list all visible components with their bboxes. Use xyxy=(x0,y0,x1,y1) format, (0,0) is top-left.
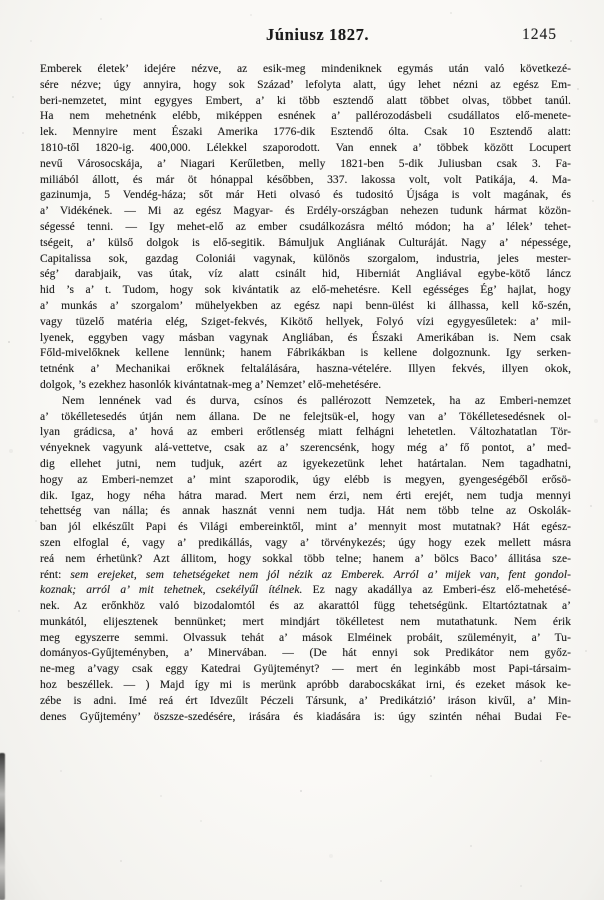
page-number: 1245 xyxy=(522,26,557,43)
text-line: dig ellehet jutni, nem tudjuk, azért az igyekezetünk lehet határtalan. Nem tagadhatni, xyxy=(40,457,571,470)
text-line: Emberek életek’ idejére nézve, az esik-meg mindeniknek egymás után való következé- xyxy=(40,63,571,75)
issue-title: Júniusz 1827. xyxy=(266,25,370,44)
text-line: hogy az Emberi-nemzet a’ mint szaporodik, úgy elébb is megyen, gyengeségéből erősö- xyxy=(40,473,571,486)
body-text xyxy=(40,62,571,725)
text-line: zébe is adni. Imé reá ért Idvezűlt Péczeli Társunk, a’ Predikátzió’ iráson kivűl, a’ Min- xyxy=(40,694,571,707)
text-line: nevű Városocskája, a’ Niagari Kerűletben, melly 1821-ben 5-dik Juliusban csak 3. Fa- xyxy=(40,157,571,170)
text-line: dományos-Gyűjteményben, a’ Minervában. — (De hát ennyi sok Predikátor nem győz- xyxy=(40,647,571,660)
text-line: lek. Mennyire ment Északi Amerika 1776-dik Esztendő ólta. Csak 10 Esztendő alatt: xyxy=(40,126,571,139)
text-line: Főld-mivelőknek kellene lennünk; hanem Fábrikákban is kellene dolgoznunk. Igy serken- xyxy=(40,347,571,360)
text-line: hoz beszéllek. — ) Majd így mi is merünk apróbb darabocskákat irni, és ezeket mások ke- xyxy=(40,679,571,692)
text-line: a’ munkás a’ szorgalom’ mühelyekben az egész napi benn-ülést ki állhassa, kell kő-szén, xyxy=(40,299,571,312)
text-line: a’ tökélletesedés útján nem állana. De ne felejtsük-el, hogy van a’ Tökélletesedésnek ol- xyxy=(40,410,571,423)
text-line: dik. Igaz, hogy néha hátra marad. Mert nem érzi, nem érti erejét, nem tudja mennyi xyxy=(40,489,571,502)
text-line: reá nem érhetünk? Azt állitom, hogy sokkal több telne; hanem a’ bölcs Baco’ állitása sze- xyxy=(40,552,571,565)
text-line: vagy tüzelő matéria elég, Sziget-fekvés, Kikötő hellyek, Folyó vízi egygyesűletek: a’ mil- xyxy=(40,315,571,328)
text-line: miliából állott, és már öt hónappal későbben, 337. lakossa volt, volt Patikája, 4. Ma- xyxy=(40,173,571,186)
binding-smudge-artifact xyxy=(0,753,5,900)
text-line: szen elfoglal é, vagy a’ predikállás, vagy a’ törvénykezés; úgy hogy ezek mellett másra xyxy=(40,536,571,549)
text-line: denes Gyűjtemény’ öszsze-szedésére, irására és kiadására is: úgy szintén néhai Budai Fe- xyxy=(40,710,571,723)
text-line: meg egyszerre semmi. Olvassuk tehát a’ mások Elméinek probáit, szüleményit, a’ Tu- xyxy=(40,631,571,644)
text-line: hid ’s a’ t. Tudom, hogy sok kivántatik az elő-mehetésre. Kell egésséges Ég’ hajlat, hogy xyxy=(40,284,571,297)
text-line: ség’ darabjaik, vas útak, víz alatt csinált hid, Hiberniát Angliával egybe-kötő láncz xyxy=(40,268,571,281)
text-line xyxy=(40,568,571,584)
text-line: ban jól elkészűlt Papi és Világi embereinktől, mint a’ mennyit most mutatnak? Hát egész- xyxy=(40,521,571,534)
text-line: tetnénk a’ Mechanikai erőknek feltalálására, haszna-vételére. Illyen fekvés, illyen okok, xyxy=(40,363,571,376)
text-line: lyan grádicsa, a’ hová az emberi erőtlenség miatt felhágni lehetetlen. Változhatatlan Tör- xyxy=(40,426,571,439)
italic-text-segment: koznak; arról a’ mit tehetnek, csekélyűl ítélnek. xyxy=(40,584,303,597)
text-line: sére nézve; úgy annyira, hogy sok Század’ lefolyta alatt, úgy lehet nézni az egész Em- xyxy=(40,78,571,91)
text-line: lyenek, eggyben vagy másban vagynak Angliában, és Északi Amerikában is. Nem csak xyxy=(40,331,571,344)
text-line: tehettség van nálla; és annak hasznát venni nem tudja. Hát nem több telne az Oskolák- xyxy=(40,505,571,518)
page-header xyxy=(0,0,604,56)
text-segment: Ez nagy akadállya az Emberi-ész elő-mehetésé- xyxy=(302,584,571,597)
text-line: nek. Az erőnkhöz való bizodalomtól és az akarattól függ tehetségünk. Eltartóztatnak a’ xyxy=(40,600,571,613)
text-line: a’ Vidékének. — Mi az egész Magyar- és Erdély-országban nehezen tudunk hármat közön- xyxy=(40,205,571,218)
italic-text-segment: sem erejeket, sem tehetségeket nem jól nézik az Emberek. Arról a’ mijek van, fent gondol- xyxy=(70,568,571,581)
text-line: Ha nem mehetnénk elébb, miképpen esnének a’ pallérozodásbeli csudállatos elő-menete- xyxy=(40,110,571,123)
text-line: munkától, elijesztenek bennünket; mert mindjárt tökélletest nem mutathatunk. Nem érik xyxy=(40,615,571,628)
text-line xyxy=(40,583,571,599)
text-line: vényeknek vagyunk alá-vettetve, csak az a’ szerencsénk, hogy még a’ fő pontot, a’ med- xyxy=(40,442,571,455)
text-line: Capitalissa sok, gazdag Coloniái vagynak, különös szorgalom, industria, jeles mester- xyxy=(40,252,571,265)
text-line: dolgok, ’s ezekhez hasonlók kivántatnak-meg a’ Nemzet’ elő-mehetésére. xyxy=(40,378,382,391)
text-segment: rént: xyxy=(40,568,71,581)
text-line: ségessé tenni. — Igy mehet-elő az ember csudálkozásra méltó módon; ha a’ lélek’ tehet- xyxy=(40,220,571,233)
text-line: Nem lennének vad és durva, csínos és pallérozott Nemzetek, ha az Emberi-nemzet xyxy=(62,394,571,407)
text-line: ne-meg a’vagy csak eggy Katedrai Gyüjteményt? — mert én leginkább most Papi-társaim- xyxy=(40,663,571,676)
text-line: gazinumja, 5 Vendég-háza; sőt már Heti olvasó és tudositó Újsága is volt magának, és xyxy=(40,189,571,202)
text-line: 1810-től 1820-ig. 400,000. Lélekkel szaporodott. Van ennek a’ többek között Locupert xyxy=(40,141,571,154)
text-line: tségeit, a’ külső dolgok is elő-segitik. Bámuljuk Angliának Culturáját. Nagy a’ népessége, xyxy=(40,236,571,249)
text-line: beri-nemzetet, mint egygyes Embert, a’ ki több esztendő alatt többet olvas, többet tanúl. xyxy=(40,94,571,107)
